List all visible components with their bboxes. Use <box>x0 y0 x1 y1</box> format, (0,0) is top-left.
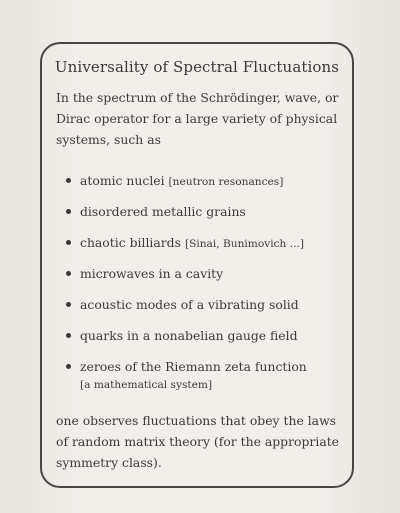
bullet-icon <box>66 240 71 245</box>
item-note: [a mathematical system] <box>80 379 213 391</box>
item-text: atomic nuclei <box>80 173 165 188</box>
item-text: acoustic modes of a vibrating solid <box>80 297 299 312</box>
conclusion-paragraph: one observes fluctuations that obey the laws of random matrix theory (for the appropriate symmetry class). <box>56 413 340 470</box>
item-note: [Sinai, Bunimovich ...] <box>184 238 304 250</box>
item-text: microwaves in a cavity <box>80 266 224 281</box>
item-text: chaotic billiards <box>80 235 181 250</box>
bullet-icon <box>66 302 71 307</box>
intro-paragraph: In the spectrum of the Schrödinger, wave, or Dirac operator for a large variety of physical systems, such as <box>56 90 339 147</box>
bullet-icon <box>66 209 71 214</box>
bullet-icon <box>66 271 71 276</box>
slide-frame <box>40 42 354 488</box>
bullet-icon <box>66 364 71 369</box>
item-note: [neutron resonances] <box>168 176 284 188</box>
slide-title: Universality of Spectral Fluctuations <box>54 58 340 76</box>
item-text: disordered metallic grains <box>80 204 246 219</box>
bullet-icon <box>66 178 71 183</box>
item-text: zeroes of the Riemann zeta function <box>80 359 307 374</box>
item-text: quarks in a nonabelian gauge field <box>80 328 298 343</box>
bullet-icon <box>66 333 71 338</box>
